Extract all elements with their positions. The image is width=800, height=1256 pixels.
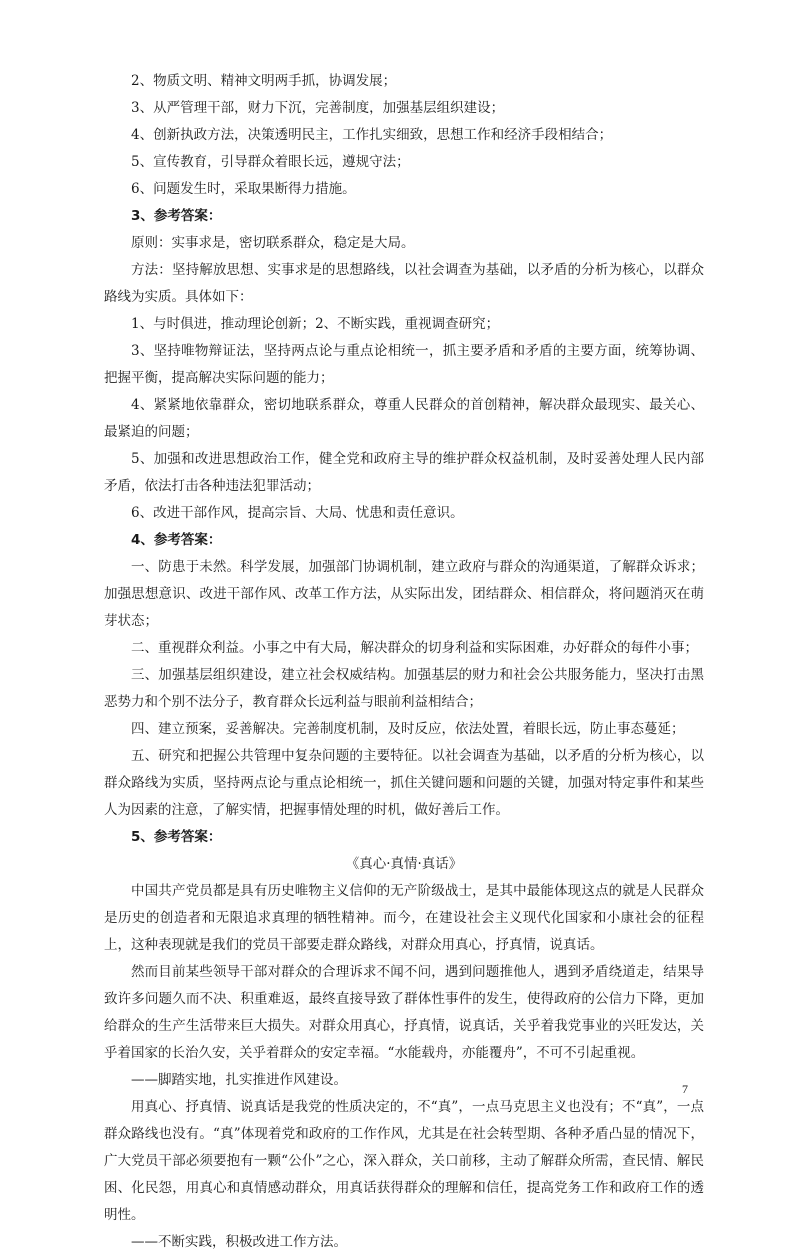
essay-title: 《真心·真情·真话》: [345, 856, 463, 872]
section-heading: 4、参考答案：: [131, 532, 222, 548]
paragraph: 用真心、抒真情、说真话是我党的性质决定的，不“真”，一点马克思主义也没有；不“真”，一点群众路线也没有。“真”体现着党和政府的工作作风，尤其是在社会转型期、各种矛盾凸显的情况下，广大党员干部必须要抱有一颗“公仆”之心，深入群众，关口前移，主动了解群众所需，查民情、解民困、化民怨，用真心和真情感动群众，用真话获得群众的理解和信任，提高党务工作和政府工作的透明性。: [104, 1099, 704, 1223]
paragraph: ——脚踏实地，扎实推进作风建设。: [131, 1072, 347, 1088]
paragraph: 4、紧紧地依靠群众，密切地联系群众，尊重人民群众的首创精神，解决群众最现实、最关心、最紧迫的问题；: [104, 397, 704, 440]
paragraph: 2、物质文明、精神文明两手抓，协调发展；: [131, 73, 397, 89]
paragraph: 五、研究和把握公共管理中复杂问题的主要特征。以社会调查为基础，以矛盾的分析为核心，以群众路线为实质，坚持两点论与重点论相统一，抓住关键问题和问题的关键，加强对特定事件和某些人为因素的注意，了解实情，把握事情处理的时机，做好善后工作。: [104, 748, 704, 818]
paragraph: 6、改进干部作风，提高宗旨、大局、忧患和责任意识。: [131, 505, 464, 521]
paragraph: 4、创新执政方法，决策透明民主，工作扎实细致，思想工作和经济手段相结合；: [131, 127, 613, 143]
paragraph: ——不断实践，积极改进工作方法。: [131, 1234, 347, 1250]
section-heading: 3、参考答案：: [131, 208, 222, 224]
paragraph: 1、与时俱进，推动理论创新；2、不断实践，重视调查研究；: [131, 316, 500, 332]
paragraph: 二、重视群众利益。小事之中有大局，解决群众的切身利益和实际困难，办好群众的每件小事；: [131, 640, 698, 656]
paragraph: 3、从严管理干部，财力下沉，完善制度，加强基层组织建设；: [131, 100, 505, 116]
section-heading: 5、参考答案：: [131, 829, 222, 845]
paragraph: 方法：坚持解放思想、实事求是的思想路线，以社会调查为基础，以矛盾的分析为核心，以群众路线为实质。具体如下：: [104, 262, 704, 305]
paragraph: 中国共产党员都是具有历史唯物主义信仰的无产阶级战士，是其中最能体现这点的就是人民群众是历史的创造者和无限追求真理的牺牲精神。而今，在建设社会主义现代化国家和小康社会的征程上，这种表现就是我们的党员干部要走群众路线，对群众用真心，抒真情，说真话。: [104, 883, 704, 953]
paragraph: 3、坚持唯物辩证法，坚持两点论与重点论相统一，抓主要矛盾和矛盾的主要方面，统筹协调、把握平衡，提高解决实际问题的能力；: [104, 343, 704, 386]
paragraph: 一、防患于未然。科学发展，加强部门协调机制，建立政府与群众的沟通渠道，了解群众诉求；加强思想意识、改进干部作风、改革工作方法，从实际出发，团结群众、相信群众，将问题消灭在萌芽状态；: [104, 559, 704, 629]
paragraph: 三、加强基层组织建设，建立社会权威结构。加强基层的财力和社会公共服务能力，坚决打击黑恶势力和个别不法分子，教育群众长远利益与眼前利益相结合；: [104, 667, 704, 710]
paragraph: 然而目前某些领导干部对群众的合理诉求不闻不问，遇到问题推他人，遇到矛盾绕道走，结果导致许多问题久而不决、积重难返，最终直接导致了群体性事件的发生，使得政府的公信力下降，更加给群众的生产生活带来巨大损失。对群众用真心，抒真情，说真话，关乎着我党事业的兴旺发达，关乎着国家的长治久安，关乎着群众的安定幸福。“水能载舟，亦能覆舟”，不可不引起重视。: [104, 964, 704, 1061]
paragraph: 5、加强和改进思想政治工作，健全党和政府主导的维护群众权益机制，及时妥善处理人民内部矛盾，依法打击各种违法犯罪活动；: [104, 451, 704, 494]
paragraph: 5、宣传教育，引导群众着眼长远，遵规守法；: [131, 154, 410, 170]
paragraph: 6、问题发生时，采取果断得力措施。: [131, 181, 356, 197]
paragraph: 原则：实事求是，密切联系群众，稳定是大局。: [131, 235, 415, 251]
paragraph: 四、建立预案，妥善解决。完善制度机制，及时反应，依法处置，着眼长远，防止事态蔓延；: [131, 721, 685, 737]
page-content: [104, 68, 704, 1256]
page-number: 7: [682, 1082, 688, 1096]
